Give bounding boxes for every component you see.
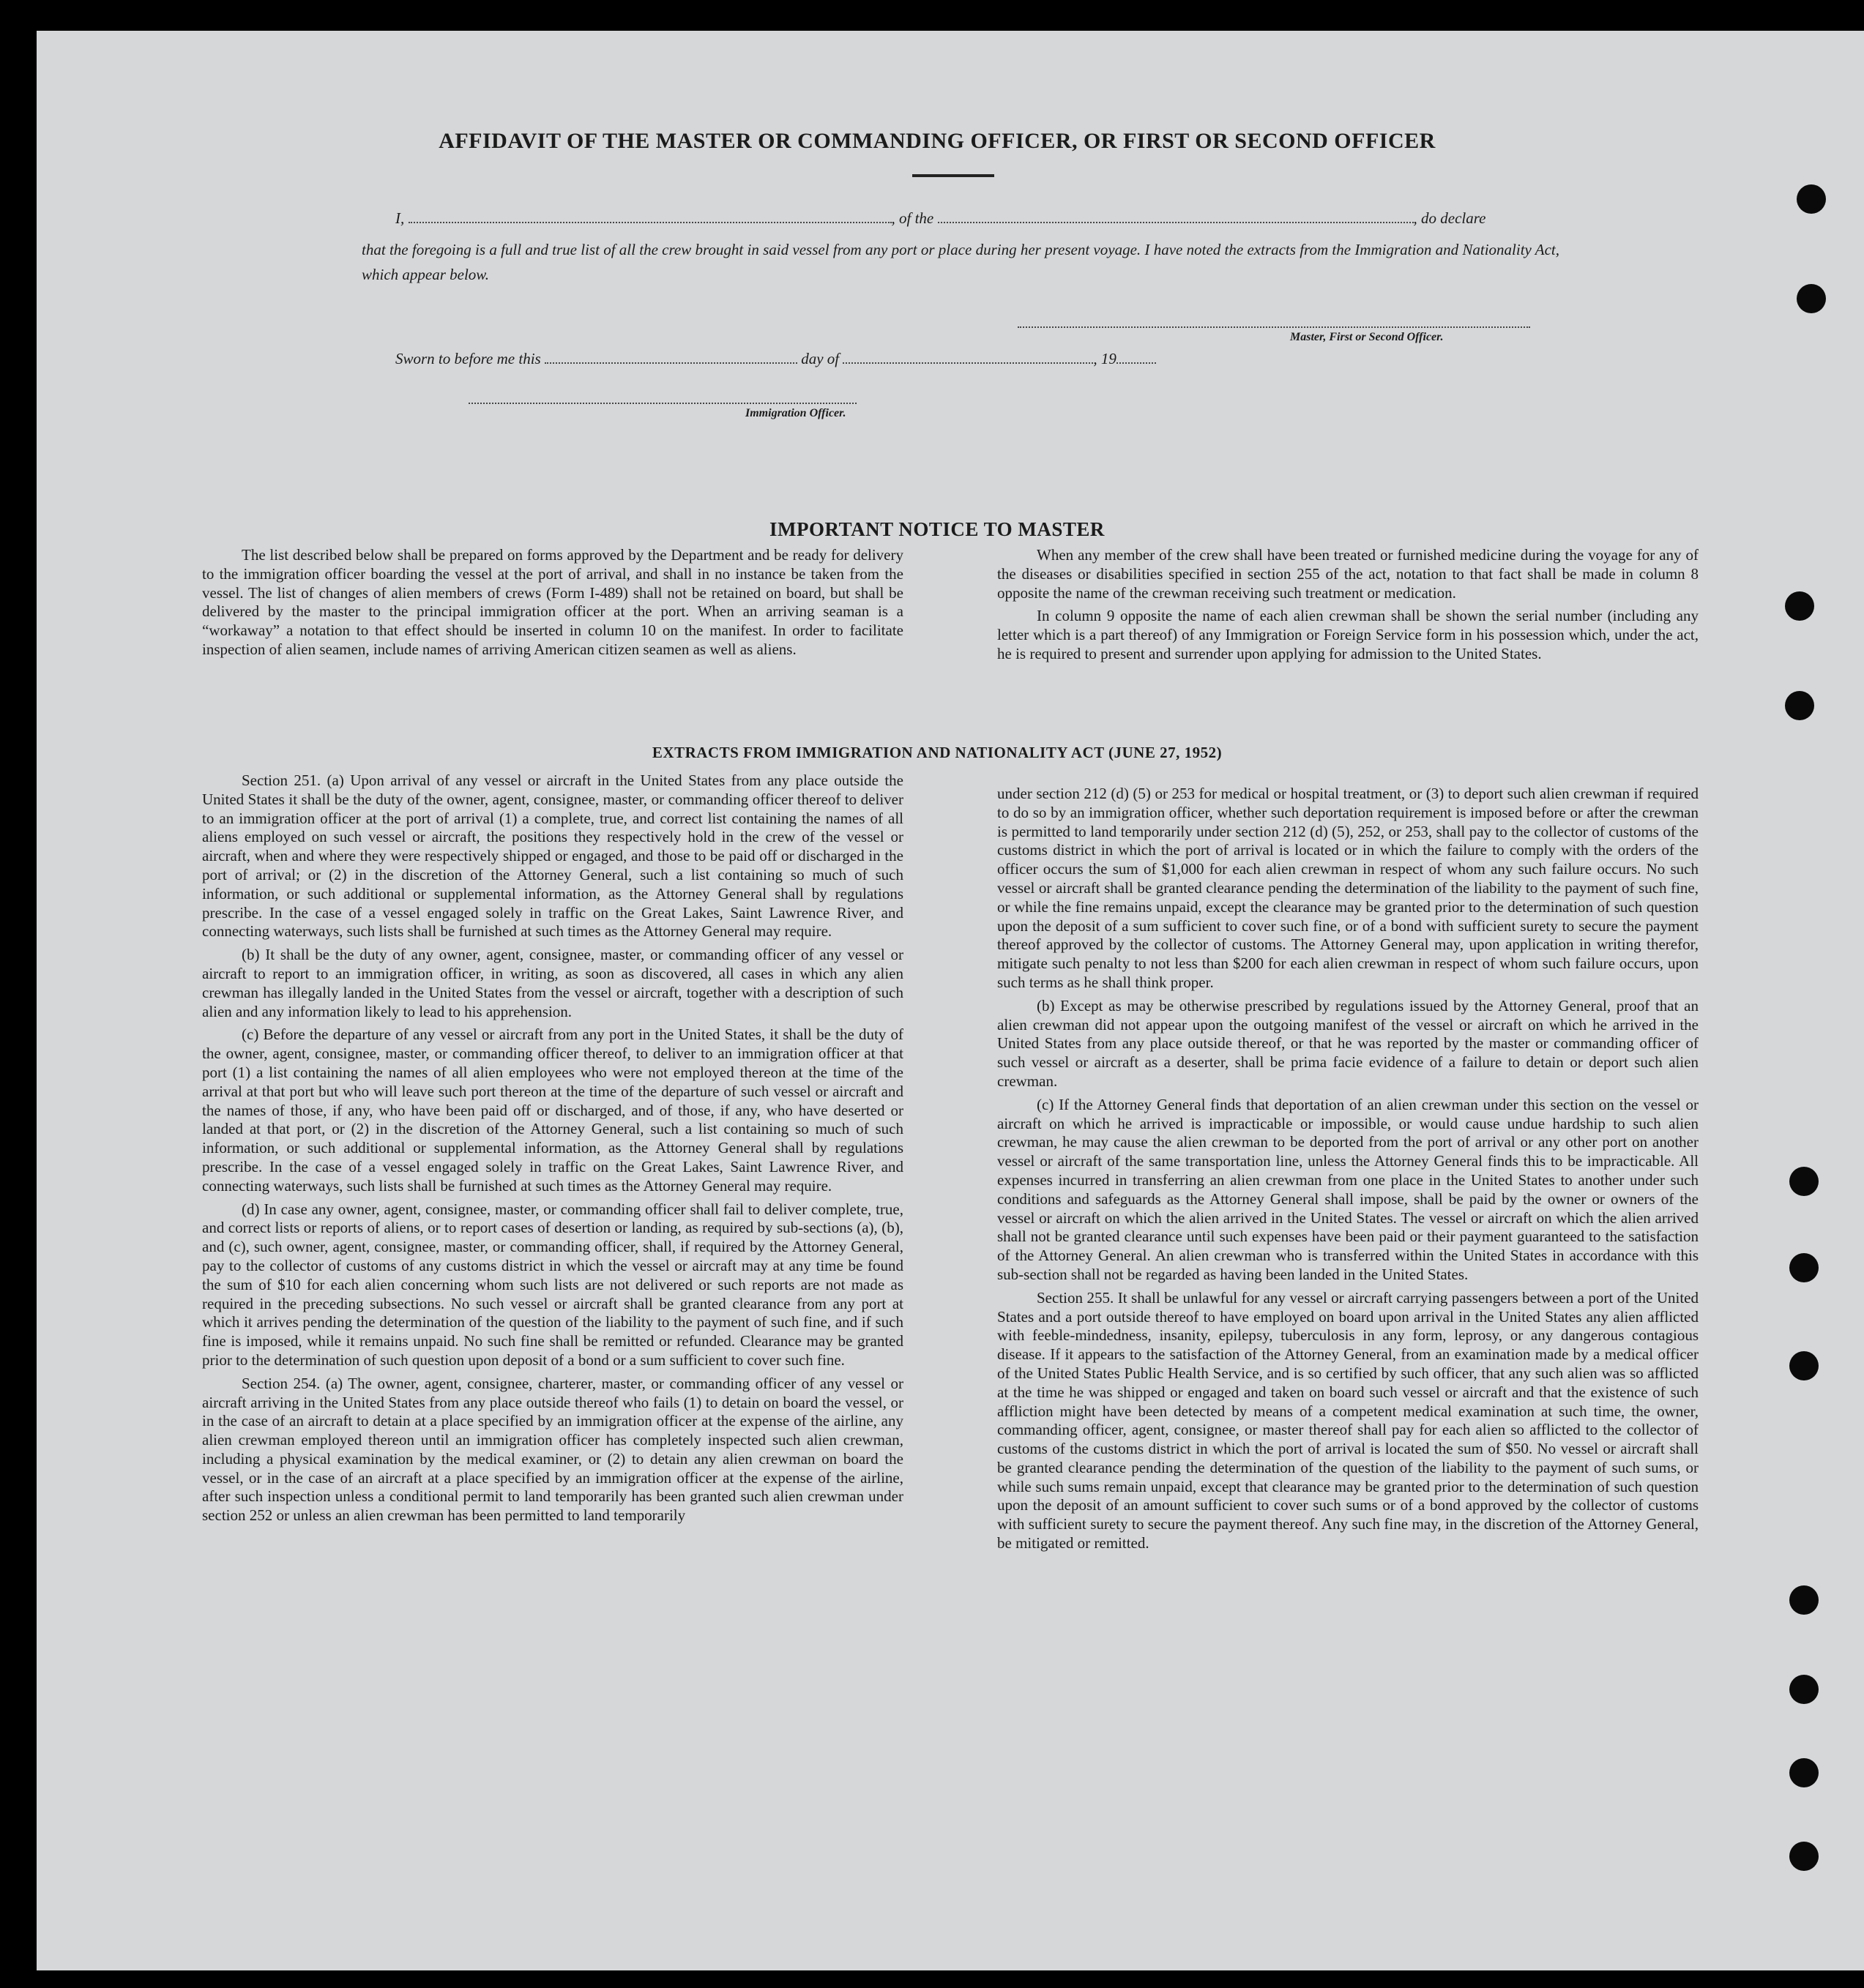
punch-hole-icon xyxy=(1797,284,1826,313)
name-blank[interactable] xyxy=(409,210,892,223)
declare-suffix: , do declare xyxy=(1413,209,1486,227)
vessel-blank[interactable] xyxy=(938,210,1414,223)
affidavit-declare-line xyxy=(395,209,1559,228)
extract-paragraph: under section 212 (d) (5) or 253 for medical or hospital treatment, or (3) to deport such alien crewman if required to do so by an immigration officer, whether such deportation requirement is imposed before or after the crewman is permitted to land temporarily under section 212 (d) (5), 252, or 253, shall pay to the collector of customs of the customs district in which the port of arrival is located or in which the failure to comply with the orders of the officer occurs the sum of $1,000 for each alien crewman in respect of whom any such failure occurs. No such vessel or aircraft shall be granted clearance pending the determination of the liability to the payment of such fine, or while the fine remains unpaid, except the clearance may be granted prior to the determination of such question upon the deposit of a sum sufficient to cover such fine, or of a bond with sufficient surety to secure the payment thereof approved by the collector of customs. The Attorney General may, upon application in writing therefor, mitigate such penalty to not less than $200 for each alien crewman in respect of whom such failure occurs, upon such terms as he shall think proper. xyxy=(997,785,1699,991)
punch-hole-icon xyxy=(1789,1675,1819,1704)
punch-hole-icon xyxy=(1789,1585,1819,1615)
sworn-year-blank[interactable] xyxy=(1116,351,1156,364)
sworn-line xyxy=(395,350,1156,368)
extract-paragraph: Section 255. It shall be unlawful for any vessel or aircraft carrying passengers between a port of the United States and a port outside thereof to have employed on board upon arrival in the United States any alien afflicted with feeble-mindedness, insanity, epilepsy, tuberculosis in any form, leprosy, or any dangerous contagious disease. If it appears to the satisfaction of the Attorney General, from an examination made by a medical officer of the United States Public Health Service, and is so certified by such officer, that any such alien was so afflicted at the time he was shipped or engaged and taken on board such vessel or aircraft and that the existence of such affliction might have been detected by means of a competent medical examination at such time, the owner, commanding officer, agent, consignee, or master thereof shall pay for each alien so afflicted to the collector of customs of the customs district in which the port of arrival is located the sum of $50. No vessel or aircraft shall be granted clearance pending the determination of the question of the liability to the payment of such sums, or while such sums remain unpaid, except that clearance may be granted prior to the determination of such question upon the deposit of an amount sufficient to cover such sums or of a bond approved by the collector of customs with sufficient surety to secure the payment thereof. Any such fine may, in the discretion of the Attorney General, be mitigated or remitted. xyxy=(997,1288,1699,1552)
extract-paragraph: (b) Except as may be otherwise prescribed by regulations issued by the Attorney General, proof that an alien crewman did not appear upon the outgoing manifest of the vessel or aircraft on which he arrived in the United States from any place outside thereof, or that he was reported by the master or commanding officer of such vessel or aircraft as a deserter, shall be prima facie evidence of a failure to detain or deport such alien crewman. xyxy=(997,996,1699,1090)
punch-hole-icon xyxy=(1789,1351,1819,1380)
notice-left-column xyxy=(202,546,903,664)
extract-paragraph: (d) In case any owner, agent, consignee, master, or commanding officer shall fail to deliver complete, true, and correct lists or reports of aliens, or to report cases of desertion or landing, as required by sub-sections (a), (b), and (c), such owner, agent, consignee, master, or commanding officer, shall, if required by the Attorney General, pay to the collector of customs of any customs district in which the vessel or aircraft may at any time be found the sum of $10 for each alien concerning whom such lists are not delivered or such reports are not made as required in the preceding subsections. No such vessel or aircraft shall be granted clearance from any port at which it arrives pending the determination of the question of the liability to the payment of such fine, and if such fine is imposed, while it remains unpaid. No such fine shall be remitted or refunded. Clearance may be granted prior to the determination of such question upon deposit of a bond or a sum sufficient to cover such fine. xyxy=(202,1200,903,1369)
notice-right-column xyxy=(997,546,1699,668)
notice-paragraph: When any member of the crew shall have been treated or furnished medicine during the voyage for any of the diseases or disabilities specified in section 255 of the act, notation to that fact shall be made in column 8 opposite the name of the crewman receiving such treatment or medication. xyxy=(997,546,1699,602)
sworn-month-blank[interactable] xyxy=(843,351,1093,364)
officer-signature-line[interactable] xyxy=(469,403,857,404)
notice-paragraph: In column 9 opposite the name of each alien crewman shall be shown the serial number (including any letter which is a part thereof) of any Immigration or Foreign Service form in his possession which, under the act, he is required to present and surrender upon applying for admission to the United States. xyxy=(997,607,1699,662)
sworn-prefix: Sworn to before me this xyxy=(395,350,541,367)
punch-hole-icon xyxy=(1785,591,1814,621)
extracts-left-column xyxy=(202,771,903,1530)
punch-hole-icon xyxy=(1789,1253,1819,1282)
extract-paragraph: (b) It shall be the duty of any owner, agent, consignee, master, or commanding officer of any vessel or aircraft to report to an immigration officer, in writing, as soon as discovered, all cases in which any alien crewman has illegally landed in the United States from the vessel or aircraft, together with a description of such alien and any information likely to lead to his apprehension. xyxy=(202,946,903,1020)
punch-hole-icon xyxy=(1789,1758,1819,1787)
notice-paragraph: The list described below shall be prepared on forms approved by the Department and be ready for delivery to the immigration officer boarding the vessel at the port of arrival, and shall in no instance be taken from the vessel. The list of changes of alien members of crews (Form I-489) shall not be retained on board, but shall be delivered by the master to the principal immigration officer at the port. When an arriving seaman is a “workaway” a notation to that effect should be inserted in column 10 on the manifest. In order to facilitate inspection of alien seamen, include names of arriving American citizen seamen as well as aliens. xyxy=(202,546,903,658)
notice-title: IMPORTANT NOTICE TO MASTER xyxy=(769,518,1105,540)
punch-hole-icon xyxy=(1785,691,1814,720)
extracts-title: EXTRACTS FROM IMMIGRATION AND NATIONALITY ACT (JUNE 27, 1952) xyxy=(652,744,1223,761)
sworn-year: , 19 xyxy=(1093,350,1116,367)
affidavit-title: AFFIDAVIT OF THE MASTER OR COMMANDING OFFICER, OR FIRST OR SECOND OFFICER xyxy=(439,129,1436,153)
master-signature-line[interactable] xyxy=(1018,326,1530,328)
extract-paragraph: (c) If the Attorney General finds that deportation of an alien crewman under this section on the vessel or aircraft on which he arrived is impracticable or impossible, or would cause undue hardship to such alien crewman, he may cause the alien crewman to be deported from the port of arrival or any other port on another vessel or aircraft of the same transportation line, unless the Attorney General finds this to be impracticable. All expenses incurred in transferring an alien crewman from one place in the United States to another under such conditions and safeguards as the Attorney General shall impose, shall be paid by the owner or owners of the vessel or aircraft on which the alien arrived in the United States. The vessel or aircraft on which the alien arrived shall not be granted clearance until such expenses have been paid or their payment guaranteed to the satisfaction of the Attorney General. An alien crewman who is transferred within the United States in accordance with this sub-section shall not be regarded as having been landed in the United States. xyxy=(997,1095,1699,1283)
officer-signature-label: Immigration Officer. xyxy=(745,407,846,419)
punch-hole-icon xyxy=(1789,1842,1819,1871)
sworn-day-blank[interactable] xyxy=(545,351,797,364)
declare-mid: , of the xyxy=(891,209,934,227)
affidavit-declaration-text: that the foregoing is a full and true list of all the crew brought in said vessel from any port or place during her present voyage. I have noted the extracts from the Immigration and Nationality Act, which appear below. xyxy=(362,241,1559,283)
extract-paragraph: Section 251. (a) Upon arrival of any vessel or aircraft in the United States from any place outside the United States it shall be the duty of the owner, agent, consignee, master, or commanding officer thereof to deliver to an immigration officer at the port of arrival (1) a complete, true, and correct list containing the names of all aliens employed on such vessel or aircraft, the positions they respectively hold in the crew of the vessel or aircraft, when and where they were respectively shipped or engaged, and those to be paid off or discharged in the port of arrival; or (2) in the discretion of the Attorney General, such a list containing so much of such information, or such additional or supplemental information, as the Attorney General shall by regulations prescribe. In the case of a vessel engaged solely in traffic on the Great Lakes, Saint Lawrence River, and connecting waterways, such lists shall be furnished at such times as the Attorney General may require. xyxy=(202,771,903,941)
sworn-mid: day of xyxy=(801,350,840,367)
extracts-right-column xyxy=(997,785,1699,1558)
document-page xyxy=(37,31,1864,1970)
extract-paragraph: (c) Before the departure of any vessel or aircraft from any port in the United States, it shall be the duty of the owner, agent, consignee, master, or commanding officer thereof, to deliver to an immigration officer at that port (1) a list containing the names of all alien employees who were not employed thereon at the time of the arrival at that port but who will leave such port thereon at the time of the departure of such vessel or aircraft and the names of those, if any, who have been paid off or discharged, and of those, if any, who have deserted or landed at that port, or (2) in the discretion of the Attorney General, such a list containing so much of such information, or such additional or supplemental information, as the Attorney General shall by regulations prescribe. In the case of a vessel engaged solely in traffic on the Great Lakes, Saint Lawrence River, and connecting waterways, such lists shall be furnished at such times as the Attorney General may require. xyxy=(202,1025,903,1195)
punch-hole-icon xyxy=(1797,184,1826,214)
punch-hole-icon xyxy=(1789,1167,1819,1196)
extract-paragraph: Section 254. (a) The owner, agent, consignee, charterer, master, or commanding officer of any vessel or aircraft arriving in the United States from any place outside thereof who fails (1) to detain on board the vessel, or in the case of an aircraft to detain at a place specified by an immigration officer at the expense of the airline, any alien crewman employed thereon until an immigration officer has completely inspected such alien crewman, including a physical examination by the medical examiner, or (2) to detain any alien crewman on board the vessel, or in the case of an aircraft at a place specified by an immigration officer at the expense of the airline, after such inspection unless a conditional permit to land temporarily has been granted such alien crewman under section 252 or unless an alien crewman has been permitted to land temporarily xyxy=(202,1374,903,1525)
master-signature-label: Master, First or Second Officer. xyxy=(1290,331,1444,343)
declare-prefix: I, xyxy=(395,209,405,227)
title-underline xyxy=(912,174,994,177)
